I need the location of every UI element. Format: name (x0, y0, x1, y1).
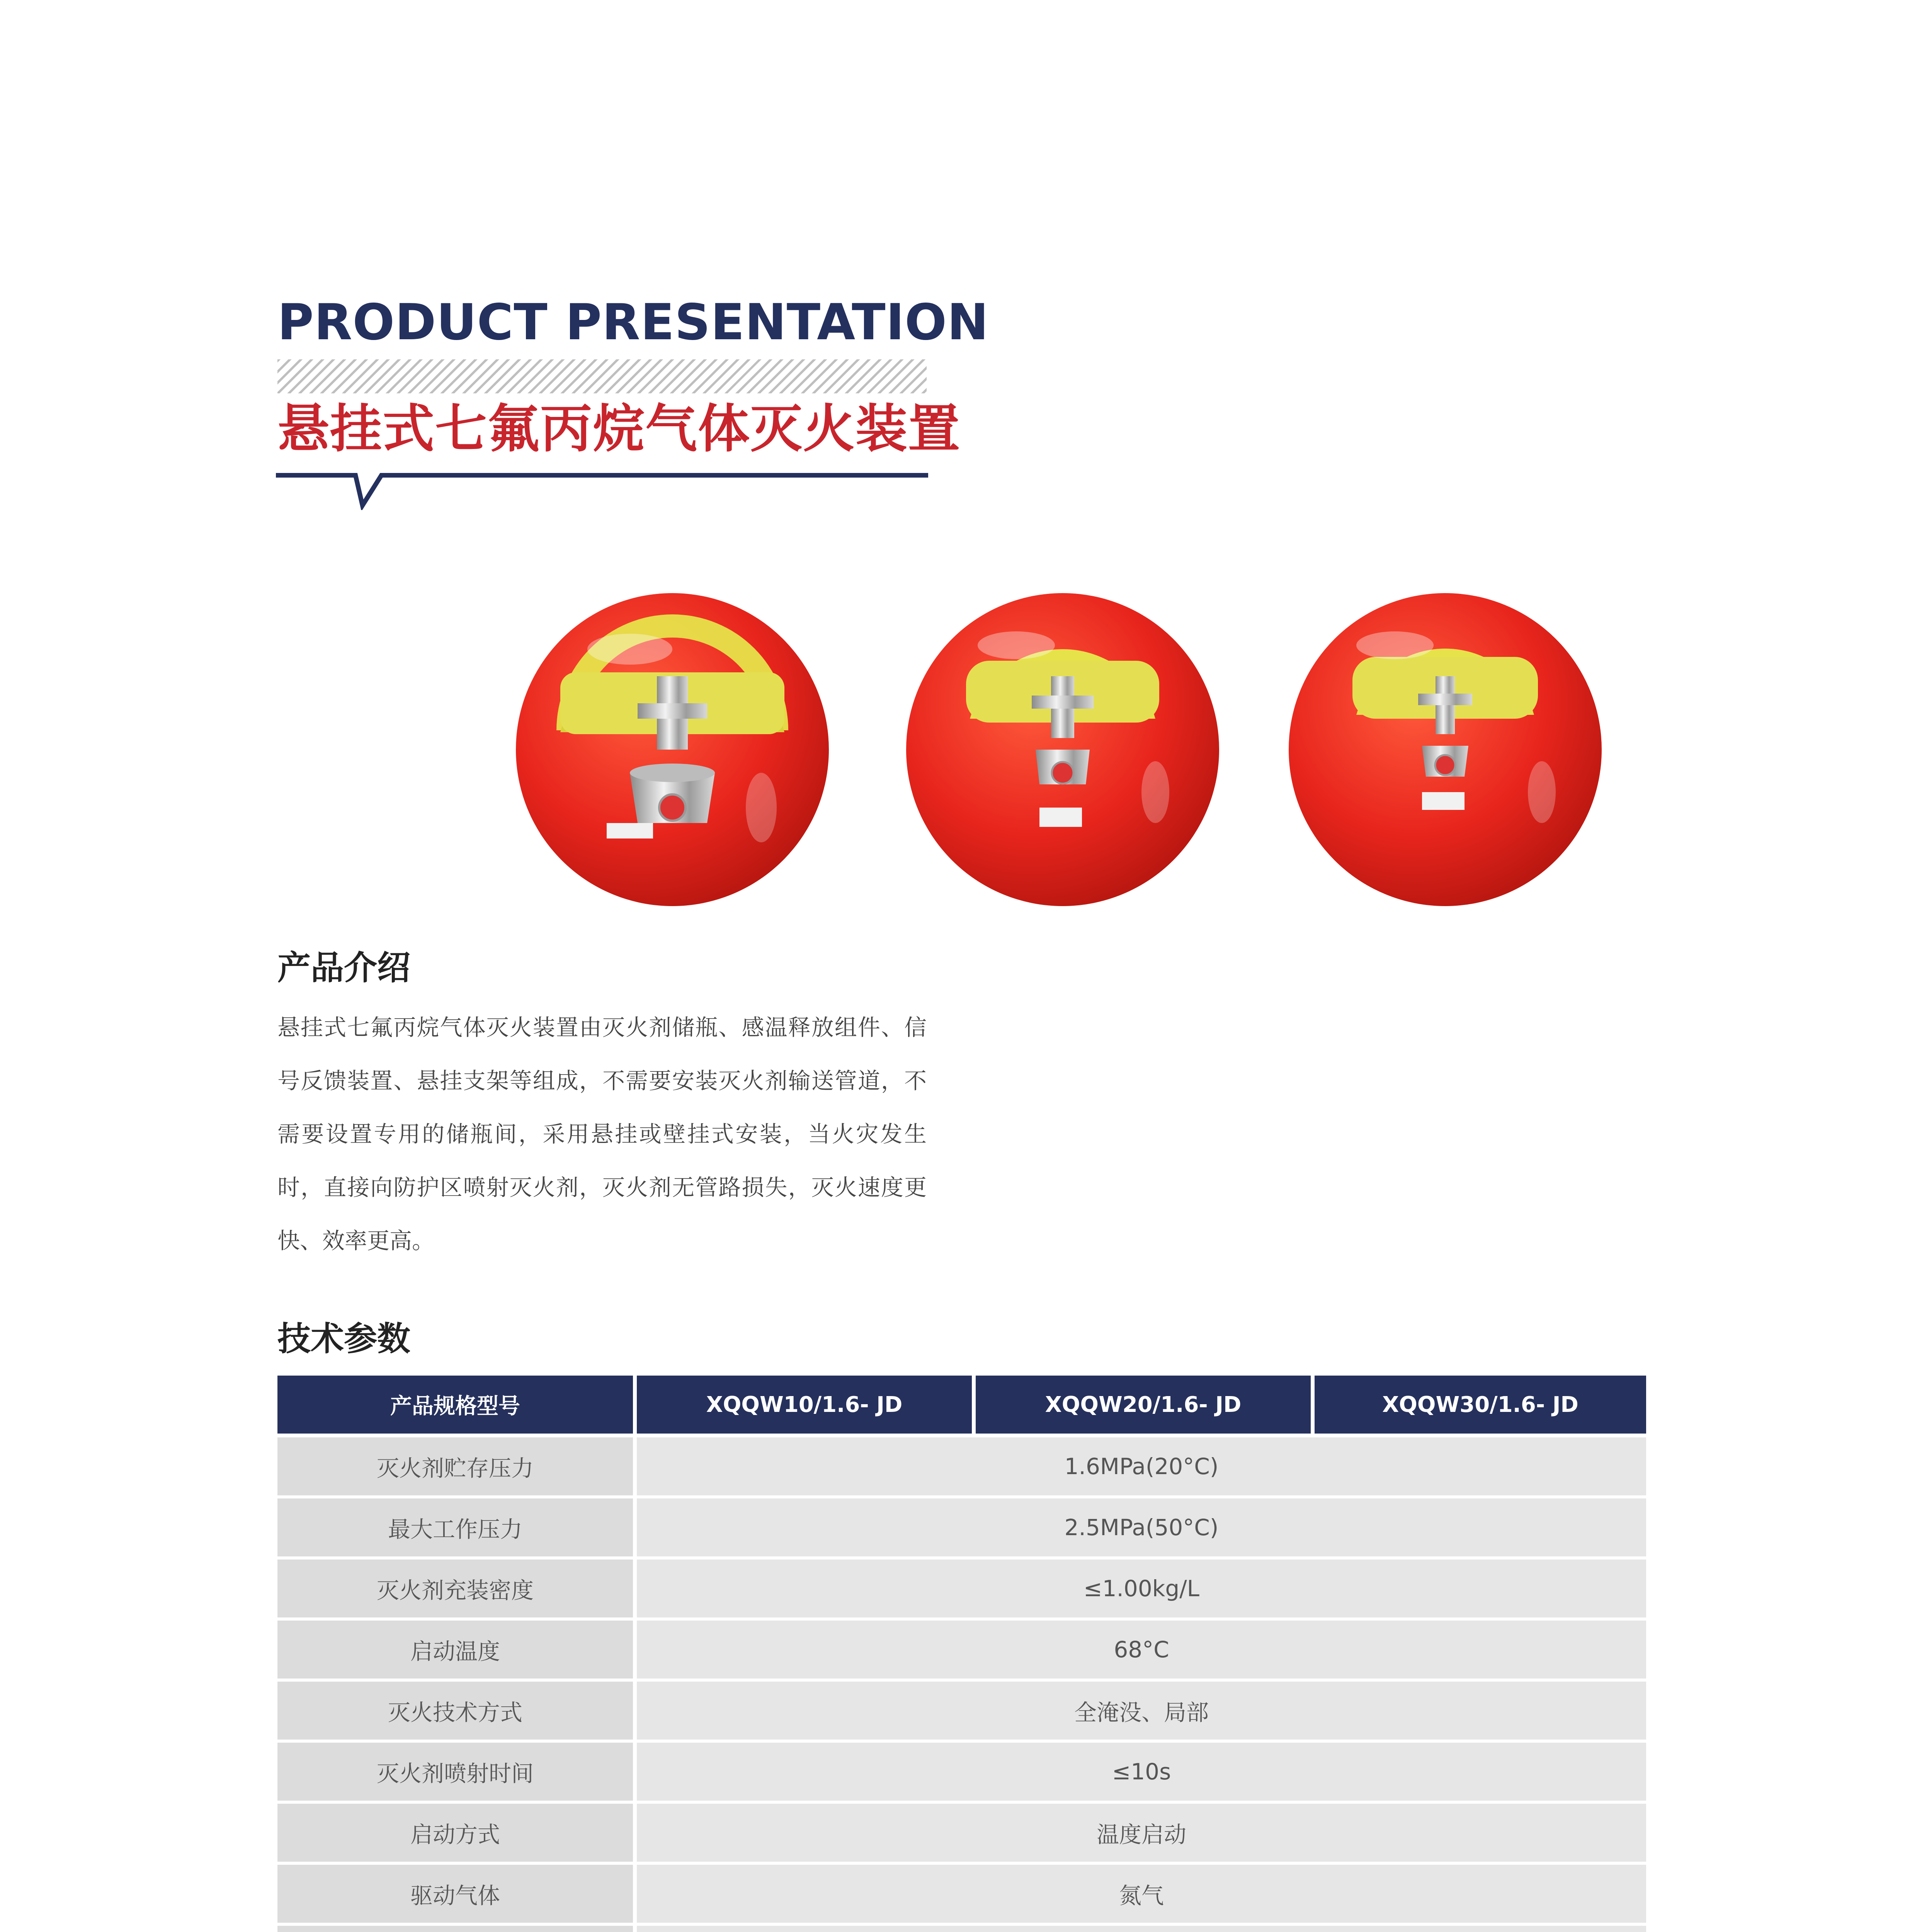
specs-title: 技术参数 (277, 1320, 410, 1358)
spec-row-value: 温度启动 (637, 1804, 1646, 1862)
spec-row-label: 灭火剂贮存压力 (277, 1437, 633, 1495)
spec-row-label: 灭火剂充装密度 (277, 1560, 633, 1617)
specs-header-model-3: XQQW30/1.6- JD (1315, 1376, 1646, 1434)
spec-row-label: 灭火技术方式 (277, 1682, 633, 1740)
page-title-en: PRODUCT PRESENTATION (277, 294, 989, 351)
spec-row-value: 2.5MPa(50°C) (637, 1498, 1646, 1556)
spec-row-value: 68°C (637, 1621, 1646, 1679)
extinguisher-image-2 (904, 591, 1221, 908)
page-title-cn: 悬挂式七氟丙烷气体灭火装置 (277, 399, 961, 459)
spec-row-value: ≤1.00kg/L (637, 1560, 1646, 1617)
spec-row-label: 启动方式 (277, 1804, 633, 1862)
specs-header-label: 产品规格型号 (277, 1376, 633, 1434)
spec-row-value: 全淹没、局部 (637, 1682, 1646, 1740)
extinguisher-image-1 (514, 591, 831, 908)
spec-row-label: 启动温度 (277, 1621, 633, 1679)
spec-row-value: ≤10s (637, 1743, 1646, 1801)
spec-row-label (277, 1926, 633, 1932)
specs-table (277, 1376, 1646, 1932)
header-hatch-band (277, 359, 927, 393)
intro-title: 产品介绍 (277, 949, 410, 987)
spec-row-label: 最大工作压力 (277, 1498, 633, 1556)
spec-row-label: 驱动气体 (277, 1865, 633, 1923)
title-underline (275, 468, 932, 510)
spec-row-value (637, 1926, 1646, 1932)
spec-row-value: 1.6MPa(20°C) (637, 1437, 1646, 1495)
spec-row-label: 灭火剂喷射时间 (277, 1743, 633, 1801)
intro-text: 悬挂式七氟丙烷气体灭火装置由灭火剂储瓶、感温释放组件、信号反馈装置、悬挂支架等组成，不需要安装灭火剂输送管道，不需要设置专用的储瓶间，采用悬挂或壁挂式安装，当火灾发生时，直接向防护区喷射灭火剂，灭火剂无管路损失，灭火速度更快、效率更高。 (277, 1014, 927, 1254)
specs-header-model-1: XQQW10/1.6- JD (637, 1376, 972, 1434)
spec-row-value: 氮气 (637, 1865, 1646, 1923)
extinguisher-image-3 (1287, 591, 1604, 908)
specs-header-model-2: XQQW20/1.6- JD (976, 1376, 1311, 1434)
